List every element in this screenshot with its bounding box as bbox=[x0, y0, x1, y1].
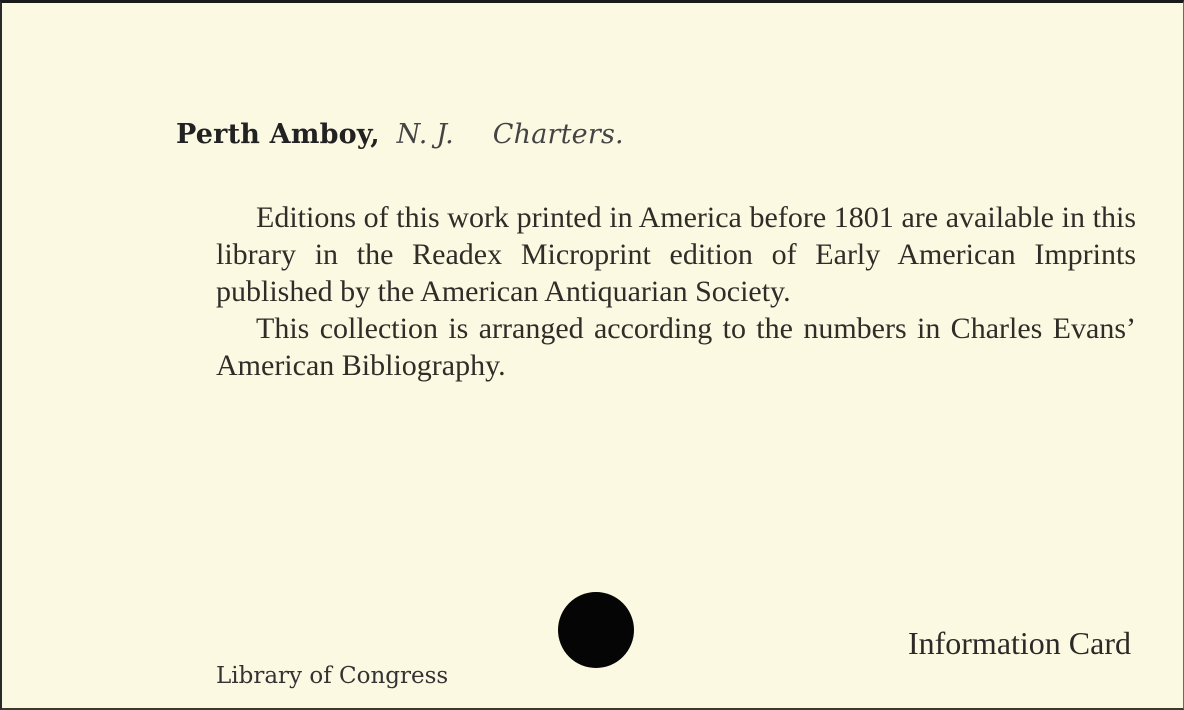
heading-main: Perth Amboy, bbox=[176, 119, 380, 150]
card-body bbox=[216, 199, 1136, 384]
footer-library: Library of Congress bbox=[216, 663, 449, 689]
heading-subject: Charters. bbox=[492, 119, 624, 150]
footer-card-type: Information Card bbox=[907, 625, 1131, 661]
card-heading bbox=[176, 119, 624, 150]
body-paragraph: Editions of this work printed in America before 1801 are available in this library in the Readex Microprint edition of Early American Imprints published by the American Antiquarian Society. bbox=[216, 201, 1136, 308]
body-paragraph: This collection is arranged according to the numbers in Charles Evans’ American Bibliography. bbox=[216, 312, 1136, 382]
heading-place: N. J. bbox=[396, 119, 454, 150]
punch-hole bbox=[558, 592, 634, 668]
